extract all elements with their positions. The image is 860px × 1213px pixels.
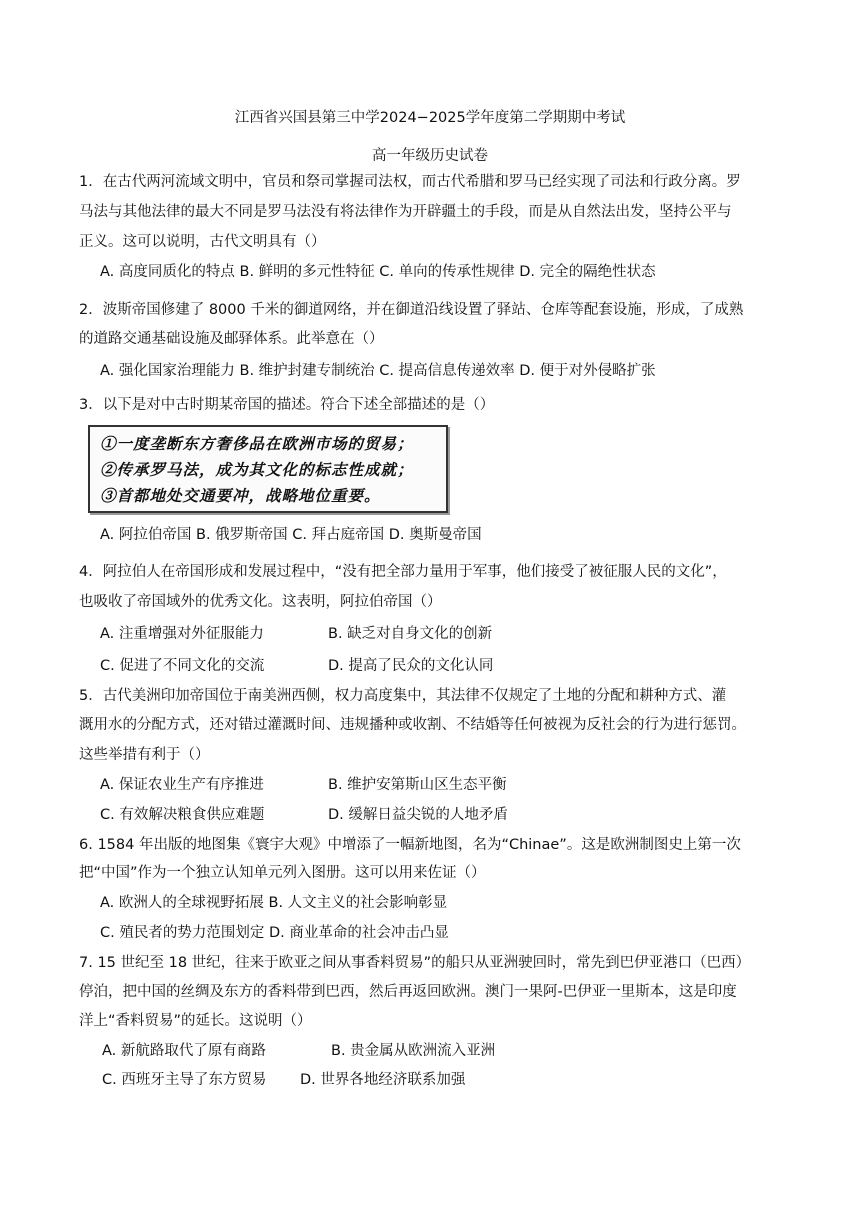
q5-option-d: D. 缓解日益尖锐的人地矛盾 — [328, 807, 508, 823]
exam-title: 江西省兴国县第三中学2024−2025学年度第二学期期中考试 — [234, 110, 626, 126]
q3-options: A. 阿拉伯帝国 B. 俄罗斯帝国 C. 拜占庭帝国 D. 奥斯曼帝国 — [100, 527, 482, 543]
q1-stem-line2: 马法与其他法律的最大不同是罗马法没有将法律作为开辟疆土的手段，而是从自然法出发，坚持公平与 — [79, 204, 732, 220]
q4-option-a: A. 注重增强对外征服能力 — [100, 626, 264, 642]
q3-box-item-3: ③首都地处交通要冲，战略地位重要。 — [100, 486, 381, 505]
q4-stem-line2: 也吸收了帝国域外的优秀文化。这表明，阿拉伯帝国（） — [79, 594, 442, 610]
q7-stem-line1: 7. 15 世纪至 18 世纪，往来于欧亚之间从事香料贸易”的船只从亚洲驶回时，常先到巴伊亚港口（巴西） — [79, 955, 751, 971]
q7-stem-line2: 停泊，把中国的丝绸及东方的香料带到巴西，然后再返回欧洲。澳门一果阿-巴伊亚一里斯本，这是印度 — [79, 984, 737, 1000]
q5-option-a: A. 保证农业生产有序推进 — [100, 777, 264, 793]
q4-stem-line1: 4．阿拉伯人在帝国形成和发展过程中，“没有把全部力量用于军事，他们接受了被征服人民的文化”， — [79, 564, 727, 580]
q2-options: A. 强化国家治理能力 B. 维护封建专制统治 C. 提高信息传递效率 D. 便于对外侵略扩张 — [100, 363, 656, 379]
q4-option-d: D. 提高了民众的文化认同 — [328, 658, 494, 674]
q7-option-d: D. 世界各地经济联系加强 — [300, 1072, 466, 1088]
q6-options-line1: A. 欧洲人的全球视野拓展 B. 人文主义的社会影响彰显 — [100, 895, 448, 911]
q3-box-item-2: ②传承罗马法，成为其文化的标志性成就； — [100, 460, 414, 479]
q7-stem-line3: 洋上“香料贸易”的延长。这说明（） — [79, 1013, 312, 1029]
q4-option-b: B. 缺乏对自身文化的创新 — [328, 626, 493, 642]
q3-description-box — [88, 425, 448, 513]
q5-option-b: B. 维护安第斯山区生态平衡 — [328, 777, 507, 793]
q6-options-line2: C. 殖民者的势力范围划定 D. 商业革命的社会冲击凸显 — [100, 925, 449, 941]
q6-stem-line2: 把“中国”作为一个独立认知单元列入图册。这可以用来佐证（） — [79, 865, 486, 881]
q1-options: A. 高度同质化的特点 B. 鲜明的多元性特征 C. 单向的传承性规律 D. 完全的隔绝性状态 — [100, 264, 656, 280]
exam-subtitle: 高一年级历史试卷 — [372, 148, 488, 164]
q5-stem-line2: 溉用水的分配方式，还对错过灌溉时间、违规播种或收割、不结婚等任何被视为反社会的行为进行惩罚。 — [79, 717, 746, 733]
q2-stem-line1: 2．波斯帝国修建了 8000 千米的御道网络，并在御道沿线设置了驿站、仓库等配套设施，形成，了成熟 — [79, 302, 744, 318]
q1-stem-line3: 正义。这可以说明，古代文明具有（） — [79, 234, 326, 250]
q6-stem-line1: 6. 1584 年出版的地图集《寰宇大观》中增添了一幅新地图，名为“Chinae”。这是欧洲制图史上第一次 — [79, 837, 741, 853]
q1-stem-line1: 1．在古代两河流域文明中，官员和祭司掌握司法权，而古代希腊和罗马已经实现了司法和行政分离。罗 — [79, 174, 741, 190]
q5-stem-line3: 这些举措有利于（） — [79, 747, 210, 763]
q7-option-c: C. 西班牙主导了东方贸易 — [102, 1072, 267, 1088]
q3-box-item-1: ①一度垄断东方奢侈品在欧洲市场的贸易； — [100, 434, 414, 453]
q5-option-c: C. 有效解决粮食供应难题 — [100, 807, 265, 823]
q3-stem: 3．以下是对中古时期某帝国的描述。符合下述全部描述的是（） — [79, 397, 495, 413]
q7-option-b: B. 贵金属从欧洲流入亚洲 — [331, 1043, 496, 1059]
q7-option-a: A. 新航路取代了原有商路 — [102, 1043, 266, 1059]
q4-option-c: C. 促进了不同文化的交流 — [100, 658, 265, 674]
q5-stem-line1: 5．古代美洲印加帝国位于南美洲西侧，权力高度集中，其法律不仅规定了土地的分配和耕种方式、灌 — [79, 688, 727, 704]
q2-stem-line2: 的道路交通基础设施及邮驿体系。此举意在（） — [79, 331, 384, 347]
